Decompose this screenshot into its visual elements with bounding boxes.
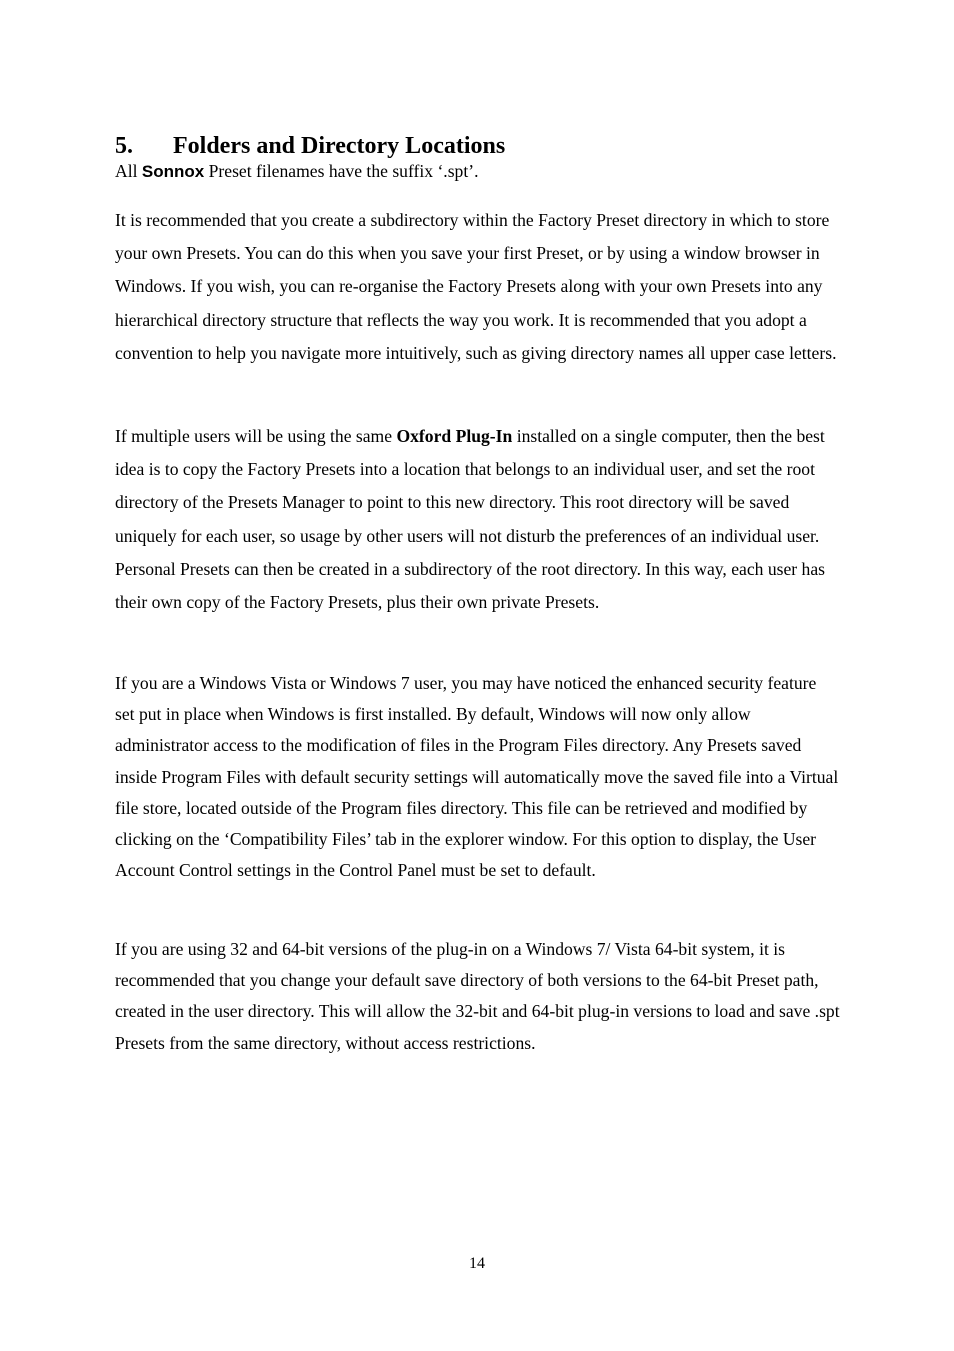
page-number: 14 (469, 1255, 485, 1272)
brand-name: Sonnox (141, 162, 205, 181)
paragraph-subdirectory: It is recommended that you create a subdirectory within the Factory Preset directory in which to store your own Presets. You can do this when you save your first Preset, or by using a window browser in Windows. If you wish, you can re-organise the Factory Presets along with your own Presets into any hierarchical directory structure that reflects the way you work. It is recommended that you adopt a convention to help you navigate more intuitively, such as giving directory names all upper case letters. (115, 210, 837, 363)
section-title: Folders and Directory Locations (173, 133, 506, 160)
section-number: 5. (115, 133, 133, 160)
product-name: Oxford Plug-In (396, 426, 513, 446)
paragraph-text: All (115, 161, 142, 181)
paragraph-text: Preset filenames have the suffix ‘.spt’. (204, 161, 479, 181)
paragraph-text: If multiple users will be using the same (115, 426, 397, 446)
paragraph-suffix-note (115, 155, 840, 188)
paragraph-text: installed on a single computer, then the best idea is to copy the Factory Presets into a location that belongs to an individual user, and set the root directory of the Presets Manager to point to this new directory. This root directory will be saved uniquely for each user, so usage by other users will not disturb the preferences of an individual user. Personal Presets can then be created in a subdirectory of the root directory. In this way, each user has their own copy of the Factory Presets, plus their own private Presets. (115, 426, 826, 613)
paragraph-multiple-users (115, 420, 840, 619)
paragraph-windows-vista: If you are a Windows Vista or Windows 7 user, you may have noticed the enhanced security feature set put in place when Windows is first installed. By default, Windows will now only allow administrator access to the modification of files in the Program Files directory. Any Presets saved inside Program Files with default security settings will automatically move the saved file into a Virtual file store, located outside of the Program files directory. This file can be retrieved and modified by clicking on the ‘Compatibility Files’ tab in the explorer window. For this option to display, the User Account Control settings in the Control Panel must be set to default. (115, 673, 839, 881)
paragraph-64bit: If you are using 32 and 64-bit versions of the plug-in on a Windows 7/ Vista 64-bit system, it is recommended that you change your default save directory of both versions to the 64-bit Preset path, created in the user directory. This will allow the 32-bit and 64-bit plug-in versions to load and save .spt Presets from the same directory, without access restrictions. (115, 939, 840, 1053)
